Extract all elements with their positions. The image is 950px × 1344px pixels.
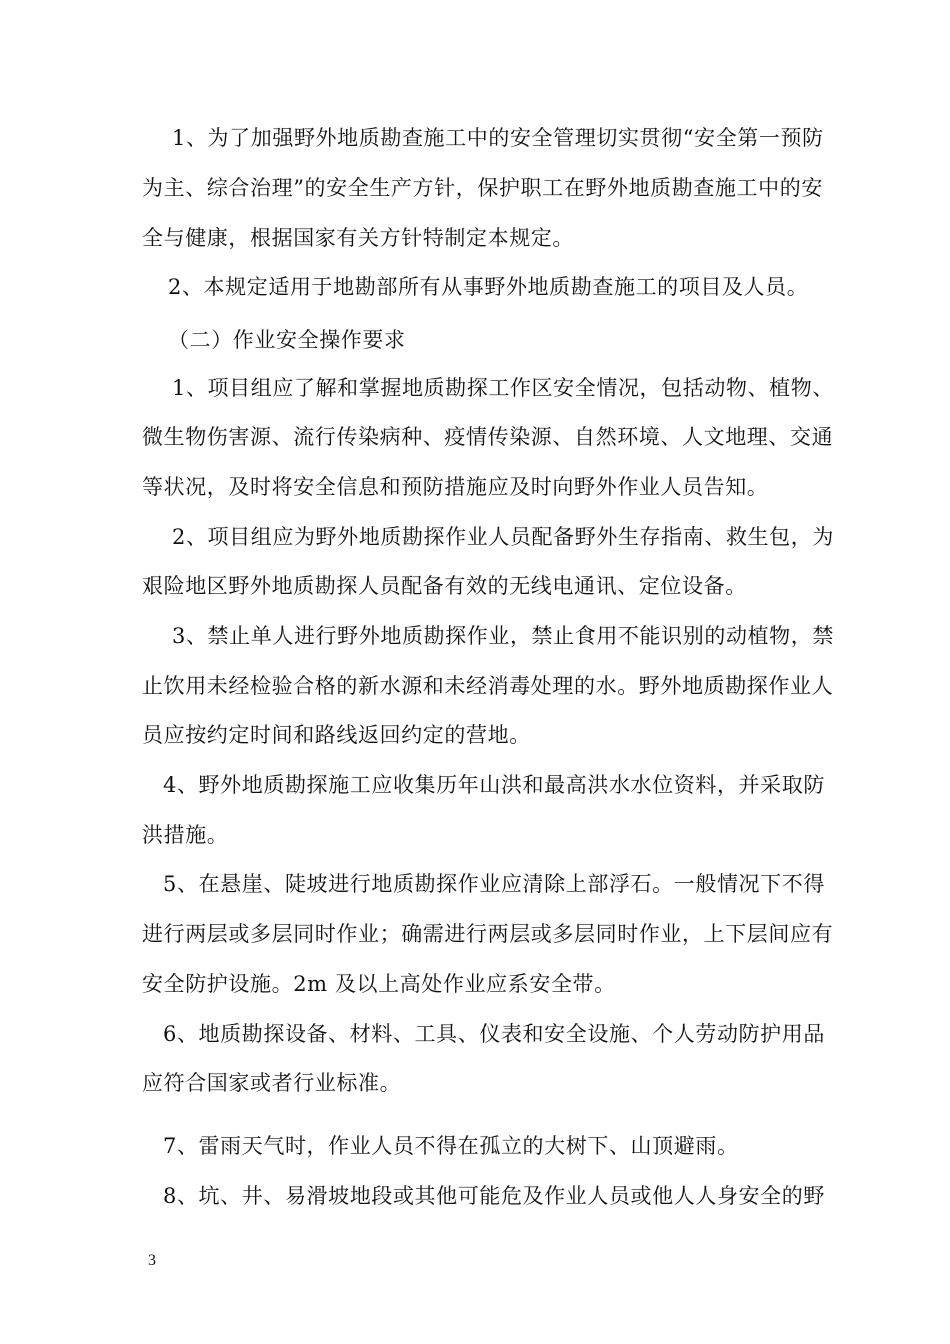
text-line: 艰险地区野外地质勘探人员配备有效的无线电通讯、定位设备。	[142, 574, 747, 598]
text-line: 8、坑、井、易滑坡地段或其他可能危及作业人员或他人人身安全的野	[163, 1184, 825, 1208]
text-line: 等状况，及时将安全信息和预防措施应及时向野外作业人员告知。	[142, 475, 769, 499]
text-line: 安全防护设施。2m 及以上高处作业应系安全带。	[142, 972, 616, 996]
section-heading: （二）作业安全操作要求	[168, 328, 406, 352]
text-line: 2、本规定适用于地勘部所有从事野外地质勘查施工的项目及人员。	[168, 275, 809, 299]
text-line: 为主、综合治理”的安全生产方针，保护职工在野外地质勘查施工中的安	[142, 176, 823, 200]
page-number: 3	[148, 1252, 156, 1269]
text-line: 6、地质勘探设备、材料、工具、仪表和安全设施、个人劳动防护用品	[163, 1022, 825, 1046]
text-line: 微生物伤害源、流行传染病种、疫情传染源、自然环境、人文地理、交通	[142, 425, 834, 449]
text-line: 1、项目组应了解和掌握地质勘探工作区安全情况，包括动物、植物、	[172, 376, 834, 400]
text-line: 7、雷雨天气时，作业人员不得在孤立的大树下、山顶避雨。	[163, 1134, 739, 1158]
text-line: 员应按约定时间和路线返回约定的营地。	[142, 723, 531, 747]
text-line: 进行两层或多层同时作业；确需进行两层或多层同时作业，上下层间应有	[142, 922, 834, 946]
text-line: 洪措施。	[142, 823, 229, 847]
text-line: 4、野外地质勘探施工应收集历年山洪和最高洪水水位资料，并采取防	[163, 773, 825, 797]
text-line: 2、项目组应为野外地质勘探作业人员配备野外生存指南、救生包，为	[172, 525, 834, 549]
text-line: 全与健康，根据国家有关方针特制定本规定。	[142, 226, 574, 250]
text-line: 1、为了加强野外地质勘查施工中的安全管理切实贯彻“安全第一预防	[172, 126, 824, 150]
text-line: 5、在悬崖、陡坡进行地质勘探作业应清除上部浮石。一般情况下不得	[163, 872, 825, 896]
text-line: 止饮用未经检验合格的新水源和未经消毒处理的水。野外地质勘探作业人	[142, 674, 834, 698]
text-line: 应符合国家或者行业标准。	[142, 1071, 402, 1095]
text-line: 3、禁止单人进行野外地质勘探作业，禁止食用不能识别的动植物，禁	[172, 624, 834, 648]
